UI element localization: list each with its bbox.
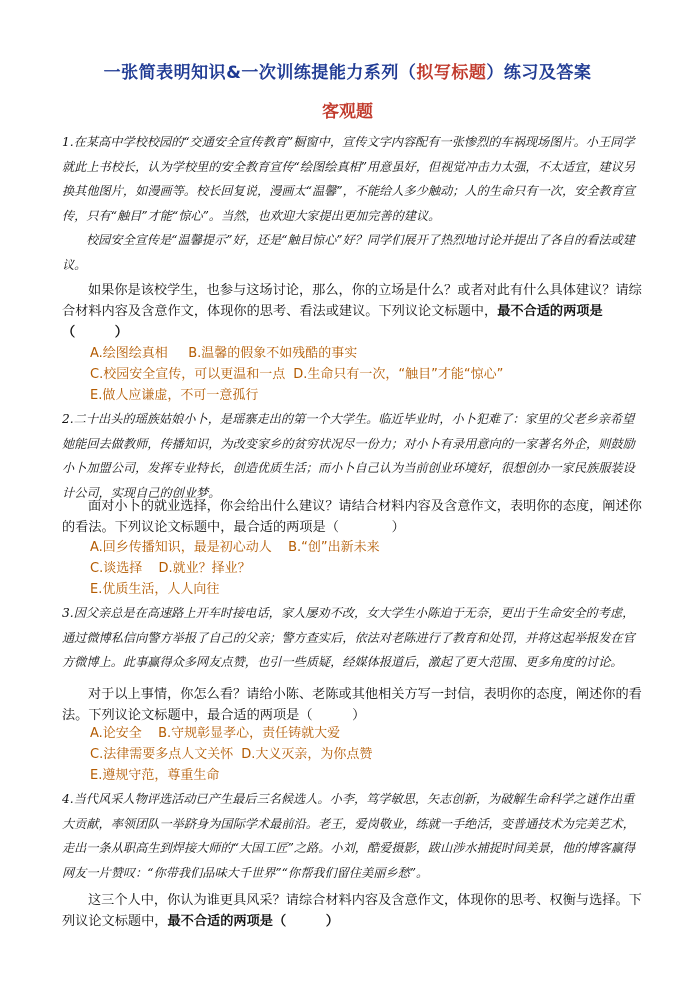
q2-options-row2 bbox=[90, 558, 259, 580]
title-tail: ）练习及答案 bbox=[486, 63, 592, 83]
q1-prompt-bold: 最不合适的两项是（ ） bbox=[62, 304, 603, 340]
q1-options-row3 bbox=[90, 385, 266, 407]
q2-prompt-text: 面对小卜的就业选择，你会给出什么建议？请结合材料内容及含意作文，表明你的态度，阐述你的看法。下列议论文标题中，最合适的两项是（ ） bbox=[62, 499, 642, 535]
q2-option-a: A.回乡传播知识，最是初心动人 bbox=[90, 540, 272, 555]
q3-prompt-text: 对于以上事情，你怎么看？请给小陈、老陈或其他相关方写一封信，表明你的态度，阐述你的看法。下列议论文标题中，最合适的两项是（ ） bbox=[62, 687, 642, 723]
q2-option-e: E.优质生活，人人向往 bbox=[90, 582, 220, 597]
q4-prompt-text: 这三个人中，你认为谁更具风采？请综合材料内容及含意作文，体现你的思考、权衡与选择。下列议论文标题中， bbox=[62, 893, 642, 929]
q2-option-c: C.谈选择 bbox=[90, 561, 143, 576]
q4-material bbox=[62, 787, 642, 885]
q3-prompt bbox=[62, 684, 642, 726]
title-highlight: 拟写标题 bbox=[416, 63, 487, 83]
q1-option-b: B.温馨的假象不如残酷的事实 bbox=[188, 346, 358, 361]
q2-option-b: B.“创”出新未来 bbox=[288, 540, 380, 555]
q1-options-row2 bbox=[90, 364, 511, 386]
q1-material-para1: 1.在某高中学校校园的“交通安全宣传教育”橱窗中，宣传文字内容配有一张惨烈的车祸现场图片。小王同学就此上书校长，认为学校里的安全教育宣传“绘图绘真相”用意虽好，但视觉冲击力太强，不太适宜，建议另换其他图片，如漫画等。校长回复说，漫画太“温馨”，不能给人多少触动；人的生命只有一次，安全教育宣传，只有“触目”才能“惊心”。当然，也欢迎大家提出更加完善的建议。 bbox=[62, 135, 636, 223]
q2-prompt bbox=[62, 496, 642, 538]
q3-option-a: A.论安全 bbox=[90, 726, 142, 741]
section-subtitle: 客观题 bbox=[322, 102, 373, 122]
q1-options-row1 bbox=[90, 343, 365, 365]
q1-option-e: E.做人应谦虚，不可一意孤行 bbox=[90, 388, 259, 403]
q1-option-a: A.绘图绘真相 bbox=[90, 346, 168, 361]
page-title bbox=[0, 58, 695, 83]
q1-prompt-text: 如果你是该校学生，也参与这场讨论，那么，你的立场是什么？或者对此有什么具体建议？请综合材料内容及含意作文，体现你的思考、看法或建议。下列议论文标题中， bbox=[62, 283, 642, 319]
title-main: 一张简表明知识&一次训练提能力系列（ bbox=[103, 63, 417, 83]
q1-material bbox=[62, 130, 642, 277]
q3-material bbox=[62, 601, 642, 675]
q2-options-row3 bbox=[90, 579, 227, 601]
q4-prompt-bold: 最不合适的两项是（ ） bbox=[167, 914, 339, 929]
q3-options-row2 bbox=[90, 744, 380, 766]
q2-material-para: 2.二十出头的瑶族姑娘小卜，是瑶寨走出的第一个大学生。临近毕业时，小卜犯难了：家里的父老乡亲希望她能回去做教师，传播知识，为改变家乡的贫穷状况尽一份力；对小卜有录用意向的一家著名外企，则鼓励小卜加盟公司，发挥专业特长，创造优质生活；而小卜自己认为当前创业环境好，很想创办一家民族服装设计公司，实现自己的创业梦。 bbox=[62, 412, 635, 500]
q3-options-row1 bbox=[90, 723, 348, 745]
q1-prompt bbox=[62, 280, 642, 343]
q3-option-b: B.守规彰显孝心，责任铸就大爱 bbox=[158, 726, 341, 741]
q1-option-d: D.生命只有一次，“触目”才能“惊心” bbox=[293, 367, 504, 382]
q3-option-c: C.法律需要多点人文关怀 bbox=[90, 747, 234, 762]
q3-option-e: E.遵规守范，尊重生命 bbox=[90, 768, 220, 783]
q4-material-para: 4.当代风采人物评选活动已产生最后三名候选人。小李，笃学敏思，矢志创新，为破解生命科学之谜作出重大贡献，率领团队一举跻身为国际学术最前沿。老王，爱岗敬业，练就一手绝活，变普通技术为完美艺术，走出一条从职高生到焊接大师的“大国工匠”之路。小刘，酷爱摄影，跋山涉水捕捉时间美景，他的博客赢得网友一片赞叹：“你带我们品味大千世界”“你帮我们留住美丽乡愁”。 bbox=[62, 792, 636, 880]
q3-options-row3 bbox=[90, 765, 227, 787]
q1-option-c: C.校园安全宣传，可以更温和一点 bbox=[90, 367, 286, 382]
q3-option-d: D.大义灭亲，为你点赞 bbox=[241, 747, 373, 762]
q4-prompt bbox=[62, 890, 642, 932]
q2-option-d: D.就业？择业？ bbox=[158, 561, 251, 576]
q2-material bbox=[62, 407, 642, 505]
q2-options-row1 bbox=[90, 537, 388, 559]
q1-material-para2: 校园安全宣传是“温馨提示”好，还是“触目惊心”好？同学们展开了热烈地讨论并提出了各自的看法或建议。 bbox=[62, 233, 635, 272]
q3-material-para: 3.因父亲总是在高速路上开车时接电话，家人屡劝不改，女大学生小陈迫于无奈，更出于生命安全的考虑，通过微博私信向警方举报了自己的父亲；警方查实后，依法对老陈进行了教育和处罚，并将这起举报发在官方微博上。此事赢得众多网友点赞，也引一些质疑，经媒体报道后，激起了更大范围、更多角度的讨论。 bbox=[62, 606, 635, 669]
